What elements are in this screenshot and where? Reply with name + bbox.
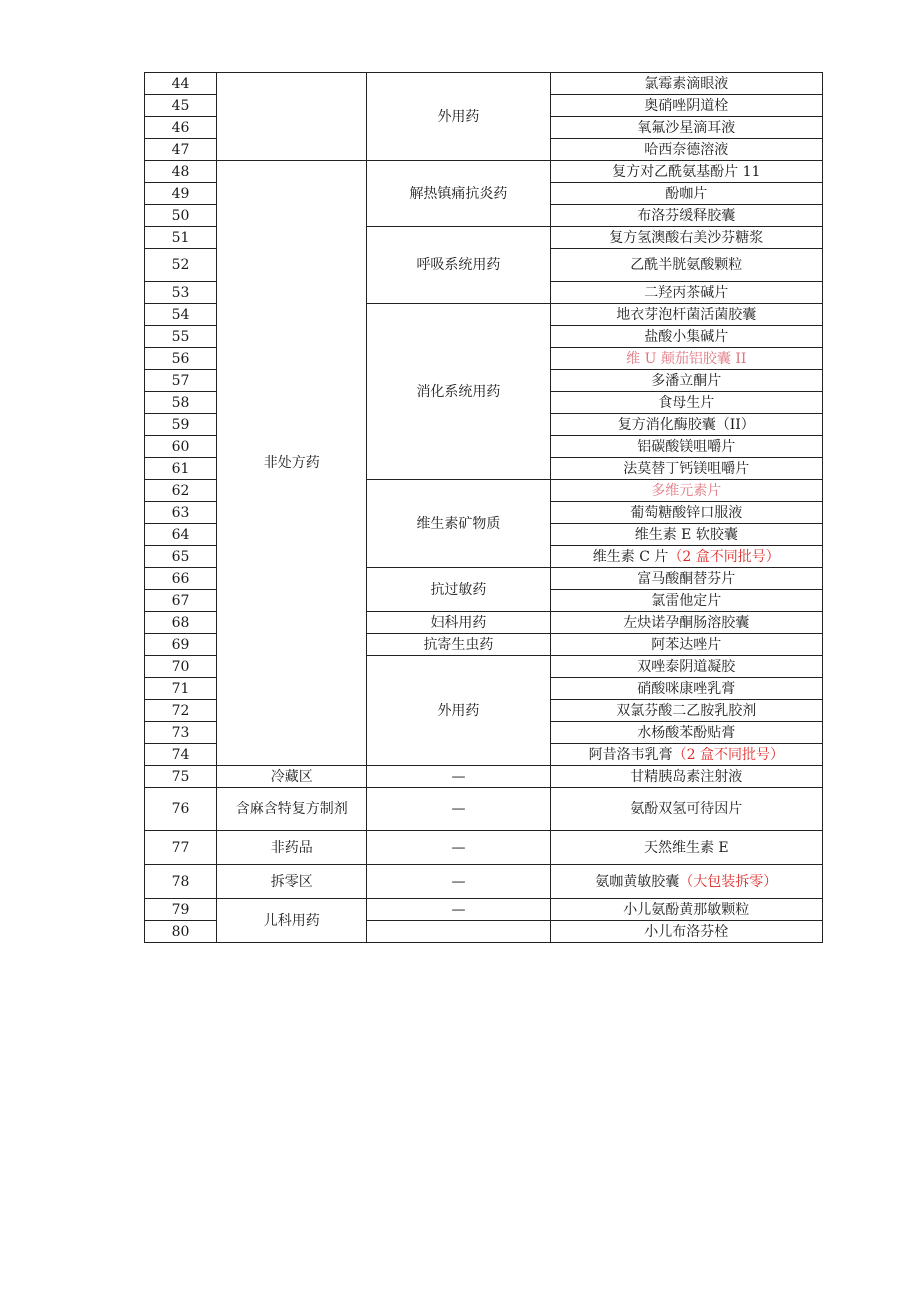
table-row [145, 899, 823, 921]
row-number: 54 [145, 304, 217, 326]
split-note: （大包装拆零） [679, 873, 778, 890]
area-cell: 非药品 [217, 831, 367, 865]
table-row [145, 788, 823, 831]
row-number: 47 [145, 139, 217, 161]
drug-name: 氨酚双氢可待因片 [550, 788, 822, 831]
row-number: 76 [145, 788, 217, 831]
batch-note: （2 盒不同批号） [672, 746, 784, 763]
row-number: 68 [145, 612, 217, 634]
drug-name: 食母生片 [550, 392, 822, 414]
category-cell: 解热镇痛抗炎药 [367, 161, 550, 227]
drug-name: 维生素 C 片 [592, 548, 669, 565]
row-number: 61 [145, 458, 217, 480]
drug-name: 氧氟沙星滴耳液 [550, 117, 822, 139]
row-number: 63 [145, 502, 217, 524]
drug-name-highlighted: 多维元素片 [550, 480, 822, 502]
drug-name: 小儿氨酚黄那敏颗粒 [550, 899, 822, 921]
category-cell: 维生素矿物质 [367, 480, 550, 568]
row-number: 80 [145, 921, 217, 943]
drug-name: 法莫替丁钙镁咀嚼片 [550, 458, 822, 480]
area-cell: 含麻含特复方制剂 [217, 788, 367, 831]
row-number: 50 [145, 205, 217, 227]
row-number: 62 [145, 480, 217, 502]
drug-name: 小儿布洛芬栓 [550, 921, 822, 943]
row-number: 59 [145, 414, 217, 436]
drug-name: 复方氢澳酸右美沙芬糖浆 [550, 227, 822, 249]
drug-name-highlighted: 维 U 颠茄铝胶囊 II [550, 348, 822, 370]
row-number: 67 [145, 590, 217, 612]
drug-name: 甘精胰岛素注射液 [550, 766, 822, 788]
drug-name: 盐酸小集碱片 [550, 326, 822, 348]
drug-name: 葡萄糖酸锌口服液 [550, 502, 822, 524]
drug-inventory-table [144, 72, 823, 943]
area-cell: 冷藏区 [217, 766, 367, 788]
category-cell-empty [367, 921, 550, 943]
drug-name: 阿昔洛韦乳膏 [588, 746, 673, 763]
category-dash: — [367, 865, 550, 899]
drug-name: 双氯芬酸二乙胺乳胶剂 [550, 700, 822, 722]
drug-name-with-note [550, 744, 822, 766]
category-dash: — [367, 788, 550, 831]
row-number: 64 [145, 524, 217, 546]
category-cell: 抗过敏药 [367, 568, 550, 612]
row-number: 75 [145, 766, 217, 788]
row-number: 74 [145, 744, 217, 766]
drug-name: 复方消化酶胶囊（II） [550, 414, 822, 436]
drug-name: 左炔诺孕酮肠溶胶囊 [550, 612, 822, 634]
category-cell: 呼吸系统用药 [367, 227, 550, 304]
table-row [145, 766, 823, 788]
row-number: 71 [145, 678, 217, 700]
row-number: 46 [145, 117, 217, 139]
area-cell: 非处方药 [217, 161, 367, 766]
area-cell-empty [217, 73, 367, 161]
drug-name: 硝酸咪康唑乳膏 [550, 678, 822, 700]
table-row [145, 161, 823, 183]
category-dash: — [367, 831, 550, 865]
drug-name: 氯霉素滴眼液 [550, 73, 822, 95]
drug-name: 天然维生素 E [550, 831, 822, 865]
drug-name: 氨咖黄敏胶囊 [595, 873, 680, 890]
drug-name: 铝碳酸镁咀嚼片 [550, 436, 822, 458]
row-number: 69 [145, 634, 217, 656]
drug-name-with-note [550, 865, 822, 899]
drug-name-with-note [550, 546, 822, 568]
batch-note: （2 盒不同批号） [668, 548, 780, 565]
row-number: 56 [145, 348, 217, 370]
category-cell: 外用药 [367, 656, 550, 766]
drug-name: 阿苯达唑片 [550, 634, 822, 656]
drug-name: 水杨酸苯酚贴膏 [550, 722, 822, 744]
area-cell: 儿科用药 [217, 899, 367, 943]
drug-name: 氯雷他定片 [550, 590, 822, 612]
row-number: 58 [145, 392, 217, 414]
category-cell: 妇科用药 [367, 612, 550, 634]
drug-name: 奥硝唑阴道栓 [550, 95, 822, 117]
drug-name: 二羟丙茶碱片 [550, 282, 822, 304]
row-number: 66 [145, 568, 217, 590]
row-number: 77 [145, 831, 217, 865]
drug-name: 富马酸酮替芬片 [550, 568, 822, 590]
row-number: 52 [145, 249, 217, 282]
category-cell: 外用药 [367, 73, 550, 161]
category-cell: 消化系统用药 [367, 304, 550, 480]
drug-name: 布洛芬缓释胶囊 [550, 205, 822, 227]
category-dash: — [367, 899, 550, 921]
category-cell: 抗寄生虫药 [367, 634, 550, 656]
drug-name: 酚咖片 [550, 183, 822, 205]
drug-name: 哈西奈德溶液 [550, 139, 822, 161]
row-number: 51 [145, 227, 217, 249]
drug-name: 复方对乙酰氨基酚片 11 [550, 161, 822, 183]
area-cell: 拆零区 [217, 865, 367, 899]
row-number: 70 [145, 656, 217, 678]
drug-name: 乙酰半胱氨酸颗粒 [550, 249, 822, 282]
row-number: 79 [145, 899, 217, 921]
row-number: 48 [145, 161, 217, 183]
drug-name: 双唑泰阴道凝胶 [550, 656, 822, 678]
row-number: 53 [145, 282, 217, 304]
drug-name: 维生素 E 软胶囊 [550, 524, 822, 546]
drug-name: 地衣芽泡杆菌活菌胶囊 [550, 304, 822, 326]
row-number: 73 [145, 722, 217, 744]
row-number: 65 [145, 546, 217, 568]
row-number: 44 [145, 73, 217, 95]
row-number: 72 [145, 700, 217, 722]
row-number: 45 [145, 95, 217, 117]
row-number: 55 [145, 326, 217, 348]
table-row [145, 73, 823, 95]
drug-name: 多潘立酮片 [550, 370, 822, 392]
row-number: 49 [145, 183, 217, 205]
row-number: 57 [145, 370, 217, 392]
row-number: 78 [145, 865, 217, 899]
table-row [145, 865, 823, 899]
row-number: 60 [145, 436, 217, 458]
table-row [145, 831, 823, 865]
category-dash: — [367, 766, 550, 788]
